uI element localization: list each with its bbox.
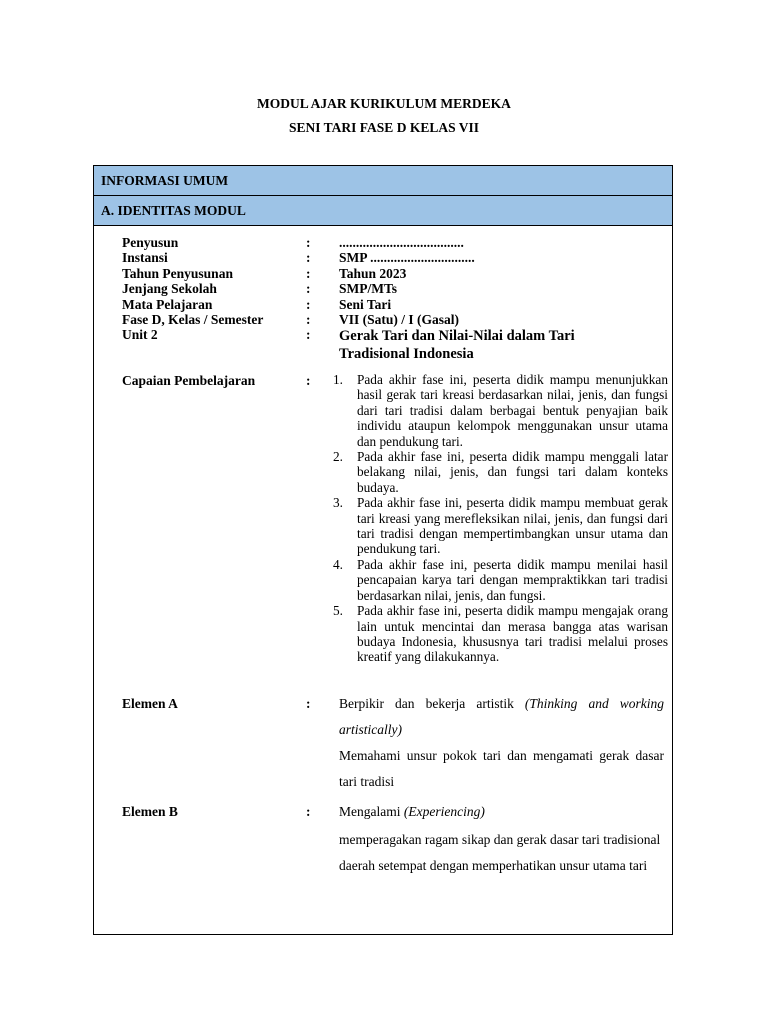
- colon: :: [306, 296, 311, 312]
- list-text: Pada akhir fase ini, peserta didik mampu membuat gerak tari kreasi yang merefleksikan nilai, jenis, dan fungsi dari tari tradisi dengan mempertimbangkan unsur utama dan pendukung tari.: [357, 495, 668, 557]
- elemen-b-title: [339, 799, 664, 825]
- list-text: Pada akhir fase ini, peserta didik mampu menilai hasil pencapaian karya tari dengan mempraktikkan tari tradisi berdasarkan nilai, jenis, dan fungsi.: [357, 556, 668, 603]
- list-number: 5.: [333, 603, 343, 619]
- label-capaian-pembelajaran: Capaian Pembelajaran: [122, 373, 256, 388]
- capaian-list: [331, 372, 668, 665]
- document-title: [0, 92, 768, 140]
- elemen-b-text: Mengalami: [339, 804, 404, 819]
- label-fase-kelas-semester: Fase D, Kelas / Semester: [122, 312, 264, 327]
- colon: :: [306, 281, 311, 297]
- colon: :: [306, 804, 311, 819]
- subsection-bar-identitas-modul: A. IDENTITAS MODUL: [94, 196, 672, 226]
- list-number: 3.: [333, 495, 343, 511]
- colon: :: [306, 696, 311, 711]
- module-table: [93, 165, 673, 935]
- value-mata-pelajaran: Seni Tari: [339, 296, 392, 312]
- colon: :: [306, 250, 311, 266]
- value-penyusun: .....................................: [339, 235, 464, 250]
- label-tahun-penyusunan: Tahun Penyusunan: [122, 265, 233, 281]
- colon: :: [306, 235, 311, 250]
- label-jenjang-sekolah: Jenjang Sekolah: [122, 281, 217, 297]
- value-tahun-penyusunan: Tahun 2023: [339, 265, 407, 281]
- title-line-2: SENI TARI FASE D KELAS VII: [289, 120, 479, 135]
- value-unit: Gerak Tari dan Nilai-Nilai dalam Tari Tradisional Indonesia: [339, 328, 575, 363]
- list-item: [331, 449, 668, 495]
- colon: :: [306, 312, 311, 327]
- list-text: Pada akhir fase ini, peserta didik mampu menggali latar belakang nilai, jenis, dan fungsi tari dalam konteks budaya.: [357, 449, 668, 495]
- label-unit: Unit 2: [122, 327, 158, 343]
- label-elemen-a: Elemen A: [122, 696, 178, 711]
- label-instansi: Instansi: [122, 250, 168, 266]
- list-item: [331, 603, 668, 665]
- elemen-b-desc: memperagakan ragam sikap dan gerak dasar tari tradisional daerah setempat dengan memperhatikan unsur utama tari: [339, 832, 661, 873]
- section-bar-informasi-umum: INFORMASI UMUM: [94, 166, 672, 196]
- list-item: [331, 495, 668, 557]
- elemen-a-title: [339, 691, 664, 743]
- list-text: Pada akhir fase ini, peserta didik mampu mengajak orang lain untuk mencintai dan merasa bangga atas warisan budaya Indonesia, khususnya tari tradisi melalui proses kreatif yang dilakukannya.: [357, 603, 668, 665]
- list-number: 2.: [333, 449, 343, 465]
- value-fase-kelas-semester: VII (Satu) / I (Gasal): [339, 312, 460, 327]
- colon: :: [306, 265, 311, 281]
- value-instansi: SMP ...............................: [339, 250, 475, 266]
- list-item: [331, 372, 668, 449]
- list-text: Pada akhir fase ini, peserta didik mampu menunjukkan hasil gerak tari kreasi berdasarkan nilai, jenis, dan fungsi dari tari tradisi dalam berbagai bentuk penyajian baik individu ataupun kelompok menggunakan unsur utama dan pendukung tari.: [357, 372, 668, 449]
- elemen-a-italic: (Thinking and working artistically): [339, 696, 665, 737]
- title-line-1: MODUL AJAR KURIKULUM MERDEKA: [257, 96, 511, 111]
- colon: :: [306, 327, 311, 343]
- list-item: [331, 557, 668, 603]
- label-penyusun: Penyusun: [122, 235, 179, 250]
- value-jenjang-sekolah: SMP/MTs: [339, 281, 398, 297]
- elemen-b-italic: (Experiencing): [403, 804, 485, 819]
- label-elemen-b: Elemen B: [122, 804, 178, 819]
- colon: :: [306, 373, 311, 388]
- elemen-a-text: Berpikir dan bekerja artistik: [339, 696, 525, 711]
- label-mata-pelajaran: Mata Pelajaran: [122, 296, 213, 312]
- list-number: 1.: [333, 372, 343, 387]
- list-number: 4.: [333, 556, 343, 572]
- elemen-a-desc: Memahami unsur pokok tari dan mengamati gerak dasar tari tradisi: [339, 748, 664, 789]
